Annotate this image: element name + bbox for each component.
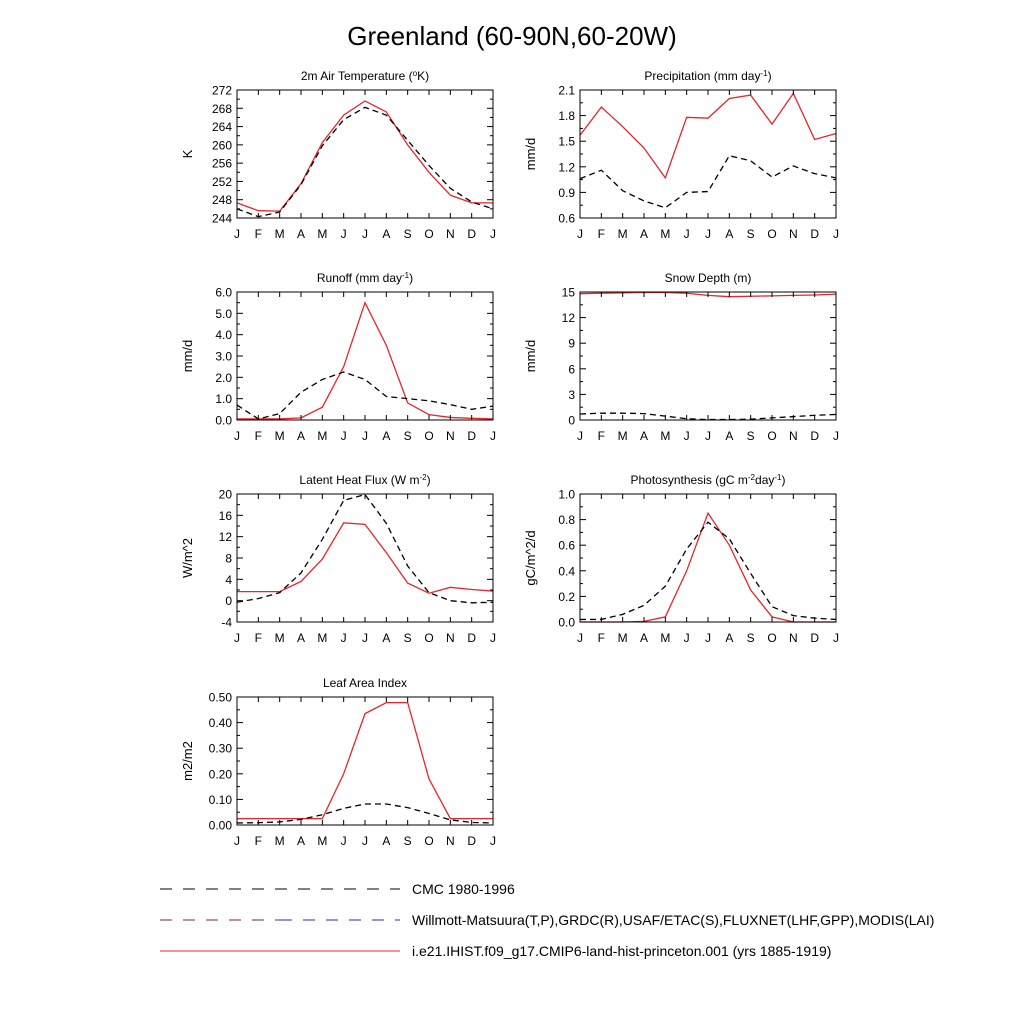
x-tick-label: J: [833, 227, 839, 241]
x-tick-label: J: [490, 631, 496, 645]
y-tick-label: 3: [568, 387, 575, 402]
x-tick-label: J: [362, 834, 368, 848]
panel-5: [180, 473, 496, 646]
x-tick-label: D: [810, 227, 820, 241]
panel-title: 2m Air Temperature ($^o$K): [300, 68, 430, 83]
y-axis-label: K: [180, 149, 195, 159]
x-tick-label: N: [445, 631, 455, 645]
y-tick-label: 0.50: [208, 690, 232, 705]
x-tick-label: J: [683, 227, 690, 241]
x-tick-label: A: [639, 227, 649, 241]
x-tick-label: M: [274, 429, 285, 443]
model-series-line: [580, 93, 836, 177]
x-tick-label: A: [725, 631, 734, 645]
x-tick-label: O: [424, 834, 434, 848]
y-tick-label: 2.0: [215, 370, 232, 385]
model-series-line: [237, 703, 493, 819]
x-tick-label: J: [234, 429, 240, 443]
x-tick-label: A: [382, 631, 391, 645]
panel-title: Runoff (mm day$^{-1}$): [316, 270, 414, 285]
y-tick-label: -4: [221, 615, 232, 630]
legend: [160, 881, 934, 959]
x-tick-label: S: [746, 227, 755, 241]
y-tick-label: 0.20: [208, 767, 232, 782]
x-tick-label: D: [467, 631, 477, 645]
x-tick-label: A: [296, 429, 306, 443]
x-tick-label: A: [639, 631, 649, 645]
y-tick-label: 256: [211, 156, 232, 171]
x-tick-label: A: [725, 227, 734, 241]
y-tick-label: 248: [211, 193, 232, 208]
x-tick-label: D: [810, 429, 820, 443]
x-tick-label: J: [490, 834, 496, 848]
y-tick-label: 0: [225, 594, 232, 609]
y-tick-label: 2.1: [558, 83, 575, 98]
y-tick-label: 3.0: [215, 349, 232, 364]
plot-frame: [580, 292, 836, 420]
x-tick-label: M: [617, 429, 628, 443]
x-tick-label: J: [340, 834, 347, 848]
y-tick-label: 0: [568, 413, 575, 428]
x-tick-label: A: [639, 429, 649, 443]
panel-6: [523, 473, 839, 646]
x-tick-label: J: [833, 631, 839, 645]
legend-label: i.e21.IHIST.f09_g17.CMIP6-land-hist-princeton.001 (yrs 1885-1919): [412, 943, 832, 959]
model-series-line: [237, 523, 493, 593]
panel-title: Precipitation (mm day$^{-1}$): [644, 68, 772, 83]
y-tick-label: 252: [211, 174, 232, 189]
y-tick-label: 260: [211, 138, 232, 153]
x-tick-label: J: [577, 631, 583, 645]
y-tick-label: 1.2: [558, 160, 575, 175]
x-tick-label: N: [445, 429, 455, 443]
x-tick-label: J: [362, 429, 368, 443]
plot-frame: [237, 697, 493, 825]
panel-title: Photosynthesis (gC $m^{-2}day^{-1}$): [630, 472, 786, 487]
x-tick-label: M: [317, 227, 328, 241]
x-tick-label: S: [746, 429, 755, 443]
x-tick-label: N: [445, 834, 455, 848]
model-series-line: [237, 101, 493, 211]
x-tick-label: M: [660, 631, 671, 645]
x-tick-label: O: [767, 429, 777, 443]
x-tick-label: F: [597, 631, 606, 645]
x-tick-label: O: [424, 631, 434, 645]
y-tick-label: 0.8: [558, 513, 575, 528]
x-tick-label: D: [467, 227, 477, 241]
x-tick-label: M: [317, 631, 328, 645]
panel-title: Leaf Area Index: [322, 676, 408, 690]
x-tick-label: A: [725, 429, 734, 443]
x-tick-label: O: [767, 227, 777, 241]
x-tick-label: M: [660, 227, 671, 241]
x-tick-label: F: [254, 227, 263, 241]
x-tick-label: J: [705, 429, 711, 443]
obs-series-line: [237, 107, 493, 216]
x-tick-label: M: [274, 227, 285, 241]
plot-frame: [237, 494, 493, 622]
x-tick-label: J: [577, 227, 583, 241]
x-tick-label: S: [746, 631, 755, 645]
y-tick-label: 4: [225, 572, 232, 587]
panel-7: [180, 676, 496, 848]
y-tick-label: 16: [218, 508, 232, 523]
y-tick-label: 264: [211, 120, 232, 135]
x-tick-label: F: [254, 631, 263, 645]
panel-1: [180, 69, 496, 242]
x-tick-label: M: [274, 834, 285, 848]
y-tick-label: 12: [218, 530, 232, 545]
x-tick-label: A: [296, 227, 306, 241]
y-tick-label: 4.0: [215, 328, 232, 343]
y-tick-label: 1.0: [215, 392, 232, 407]
obs-series-line: [580, 156, 836, 208]
x-tick-label: S: [403, 834, 412, 848]
y-tick-label: 272: [211, 83, 232, 98]
panel-3: [180, 271, 496, 444]
model-series-line: [580, 513, 836, 622]
x-tick-label: S: [403, 631, 412, 645]
x-tick-label: J: [705, 227, 711, 241]
x-tick-label: J: [833, 429, 839, 443]
x-tick-label: A: [382, 429, 391, 443]
y-tick-label: 0.0: [215, 413, 232, 428]
y-tick-label: 0.6: [558, 538, 575, 553]
x-tick-label: N: [445, 227, 455, 241]
x-tick-label: J: [490, 429, 496, 443]
y-tick-label: 6.0: [215, 285, 232, 300]
x-tick-label: A: [382, 834, 391, 848]
y-tick-label: 6: [568, 362, 575, 377]
x-tick-label: J: [490, 227, 496, 241]
x-tick-label: F: [597, 429, 606, 443]
x-tick-label: O: [424, 429, 434, 443]
x-tick-label: A: [296, 834, 306, 848]
x-tick-label: M: [317, 429, 328, 443]
x-tick-label: D: [467, 834, 477, 848]
x-tick-label: D: [467, 429, 477, 443]
x-tick-label: S: [403, 227, 412, 241]
y-tick-label: 0.40: [208, 716, 232, 731]
y-tick-label: 5.0: [215, 306, 232, 321]
y-tick-label: 8: [225, 551, 232, 566]
x-tick-label: O: [424, 227, 434, 241]
obs-series-line: [237, 372, 493, 419]
y-axis-label: gC/m^2/d: [523, 530, 538, 586]
y-tick-label: 0.10: [208, 792, 232, 807]
y-axis-label: mm/d: [523, 137, 538, 171]
y-tick-label: 1.8: [558, 109, 575, 124]
y-tick-label: 1.0: [558, 487, 575, 502]
x-tick-label: D: [810, 631, 820, 645]
y-tick-label: 0.30: [208, 741, 232, 756]
panel-title: Snow Depth (m): [664, 271, 752, 285]
y-tick-label: 0.0: [558, 615, 575, 630]
x-tick-label: N: [788, 227, 798, 241]
x-tick-label: O: [767, 631, 777, 645]
x-tick-label: A: [382, 227, 391, 241]
y-tick-label: 20: [218, 487, 232, 502]
y-tick-label: 9: [568, 336, 575, 351]
y-tick-label: 0.9: [558, 185, 575, 200]
plot-frame: [237, 292, 493, 420]
legend-label: CMC 1980-1996: [412, 881, 515, 897]
x-tick-label: M: [660, 429, 671, 443]
y-tick-label: 244: [211, 211, 232, 226]
x-tick-label: N: [788, 429, 798, 443]
x-tick-label: F: [254, 834, 263, 848]
x-tick-label: N: [788, 631, 798, 645]
y-tick-label: 0.4: [558, 564, 575, 579]
x-tick-label: M: [274, 631, 285, 645]
legend-label: Willmott-Matsuura(T,P),GRDC(R),USAF/ETAC(S),FLUXNET(LHF,GPP),MODIS(LAI): [412, 912, 935, 928]
panel-title: Latent Heat Flux (W $m^{-2}$): [299, 472, 431, 487]
x-tick-label: M: [617, 631, 628, 645]
x-tick-label: J: [362, 631, 368, 645]
x-tick-label: M: [317, 834, 328, 848]
plot-frame: [237, 90, 493, 218]
x-tick-label: J: [577, 429, 583, 443]
x-tick-label: J: [362, 227, 368, 241]
x-tick-label: J: [234, 227, 240, 241]
x-tick-label: J: [234, 834, 240, 848]
x-tick-label: J: [340, 631, 347, 645]
obs-series-line: [237, 495, 493, 603]
y-axis-label: W/m^2: [180, 537, 195, 579]
x-tick-label: J: [683, 631, 690, 645]
x-tick-label: J: [705, 631, 711, 645]
y-tick-label: 0.00: [208, 818, 232, 833]
panel-2: [523, 69, 839, 242]
x-tick-label: J: [340, 429, 347, 443]
y-tick-label: 15: [561, 285, 575, 300]
panel-4: [523, 271, 839, 443]
y-tick-label: 0.6: [558, 211, 575, 226]
y-tick-label: 268: [211, 101, 232, 116]
x-tick-label: S: [403, 429, 412, 443]
x-tick-label: F: [597, 227, 606, 241]
y-axis-label: mm/d: [523, 339, 538, 373]
x-tick-label: F: [254, 429, 263, 443]
x-tick-label: J: [340, 227, 347, 241]
plot-frame: [580, 90, 836, 218]
figure-title: Greenland (60-90N,60-20W): [347, 21, 677, 51]
x-tick-label: A: [296, 631, 306, 645]
obs-series-line: [580, 522, 836, 619]
panels: [180, 69, 839, 849]
y-tick-label: 0.2: [558, 589, 575, 604]
model-series-line: [237, 303, 493, 419]
x-tick-label: J: [234, 631, 240, 645]
x-tick-label: J: [683, 429, 690, 443]
y-tick-label: 1.5: [558, 134, 575, 149]
y-axis-label: mm/d: [180, 339, 195, 373]
x-tick-label: M: [617, 227, 628, 241]
y-tick-label: 12: [561, 311, 575, 326]
y-axis-label: m2/m2: [180, 741, 195, 781]
